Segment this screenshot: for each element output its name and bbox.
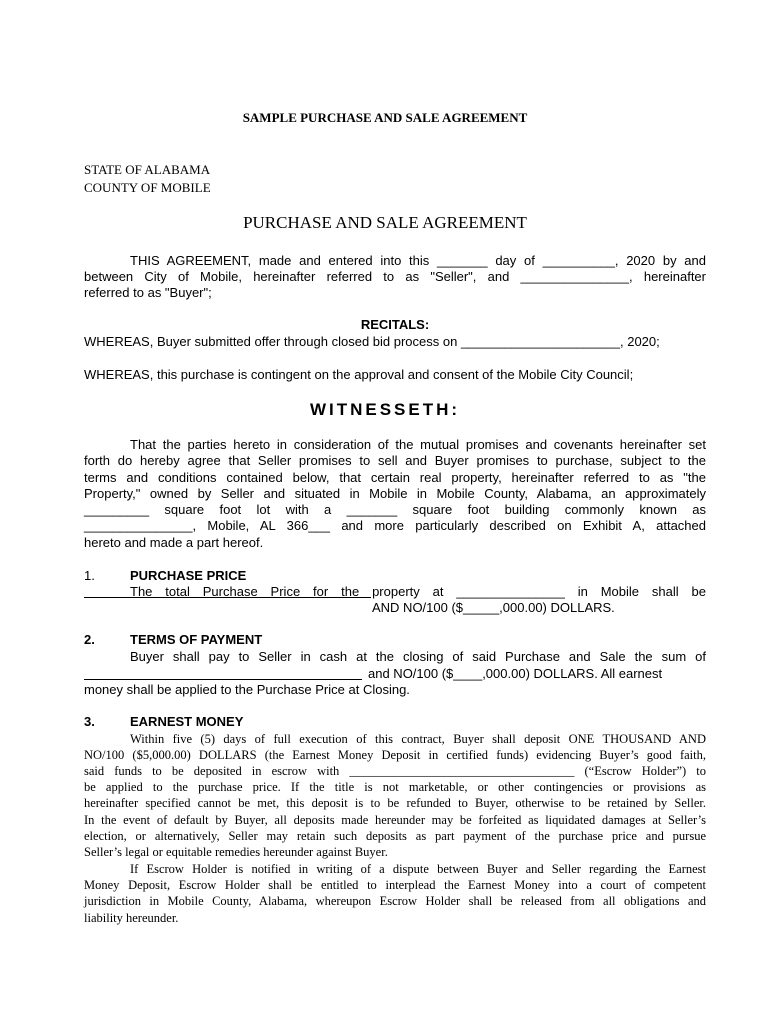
section-line: AND NO/100 ($_____,000.00) DOLLARS.: [372, 600, 615, 615]
section-heading: TERMS OF PAYMENT: [130, 632, 263, 647]
purchase-price-blank-line: [84, 597, 371, 598]
payment-blank-line: [84, 679, 362, 680]
recital-line: WHEREAS, Buyer submitted offer through closed bid process on ______________________, 2020;: [84, 334, 660, 349]
witness-line: Property," owned by Seller and situated in Mobile in Mobile County, Alabama, an approximately: [84, 486, 706, 501]
section-line: jurisdiction in Mobile County, Alabama, whereupon Escrow Holder shall be released from all obligations and: [84, 894, 706, 908]
section-line: The total Purchase Price for the property at _______________ in Mobile shall be: [130, 584, 706, 599]
section-number: 3.: [84, 714, 95, 729]
section-line: In the event of default by Buyer, all deposits made hereunder may be forfeited as liquidated damages at Seller’s: [84, 813, 706, 827]
agreement-heading: PURCHASE AND SALE AGREEMENT: [243, 213, 527, 232]
jurisdiction-county: COUNTY OF MOBILE: [84, 180, 211, 195]
document-title: SAMPLE PURCHASE AND SALE AGREEMENT: [242, 110, 528, 125]
section-line: be applied to the purchase price. If the title is not marketable, or other contingencies or provisions as: [84, 780, 706, 794]
section-line: election, or alternatively, Seller may retain such deposits as part payment of the purchase price and pursue: [84, 829, 706, 843]
section-number: 1.: [84, 568, 95, 583]
section-number: 2.: [84, 632, 95, 647]
witness-line: terms and conditions contained below, that certain real property, hereinafter referred to as "the: [84, 470, 706, 485]
section-line: and NO/100 ($____,000.00) DOLLARS. All earnest: [368, 666, 663, 681]
section-line: Buyer shall pay to Seller in cash at the closing of said Purchase and Sale the sum of: [130, 649, 706, 664]
witness-line: _______________, Mobile, AL 366___ and more particularly described on Exhibit A, attached: [84, 518, 706, 533]
recital-line: WHEREAS, this purchase is contingent on the approval and consent of the Mobile City Council;: [84, 367, 634, 382]
section-line: said funds to be deposited in escrow with ____________________________________ (“Escrow Holder”) to: [84, 764, 706, 778]
section-line: liability hereunder.: [84, 911, 179, 925]
witness-line: _________ square foot lot with a _______ square foot building commonly known as: [84, 502, 706, 517]
witness-line: That the parties hereto in consideration of the mutual promises and covenants hereinafter set: [130, 437, 706, 452]
recitals-label: RECITALS:: [360, 317, 430, 332]
section-line: Within five (5) days of full execution of this contract, Buyer shall deposit ONE THOUSAND AND: [130, 732, 706, 746]
intro-line: between City of Mobile, hereinafter referred to as "Seller", and _______________, hereinafter: [84, 269, 706, 284]
intro-line: referred to as "Buyer";: [84, 285, 212, 300]
section-line: hereinafter specified cannot be met, this deposit is to be refunded to Buyer, otherwise to be retained by Seller.: [84, 796, 706, 810]
section-line: Seller’s legal or equitable remedies hereunder against Buyer.: [84, 845, 388, 859]
witnesseth-heading: WITNESSETH:: [309, 400, 461, 419]
intro-line: THIS AGREEMENT, made and entered into this _______ day of __________, 2020 by and: [130, 253, 706, 268]
section-line: money shall be applied to the Purchase Price at Closing.: [84, 682, 410, 697]
section-heading: PURCHASE PRICE: [130, 568, 247, 583]
witness-line: forth do hereby agree that Seller promises to sell and Buyer promises to purchase, subject to the: [84, 453, 706, 468]
jurisdiction-state: STATE OF ALABAMA: [84, 162, 211, 177]
section-heading: EARNEST MONEY: [130, 714, 244, 729]
witness-line: hereto and made a part hereof.: [84, 535, 264, 550]
section-line: Money Deposit, Escrow Holder shall be entitled to interplead the Earnest Money into a court of competent: [84, 878, 706, 892]
section-line: NO/100 ($5,000.00) DOLLARS (the Earnest Money Deposit in certified funds) evidencing Buyer’s good faith,: [84, 748, 706, 762]
section-line: If Escrow Holder is notified in writing of a dispute between Buyer and Seller regarding the Earnest: [130, 862, 706, 876]
